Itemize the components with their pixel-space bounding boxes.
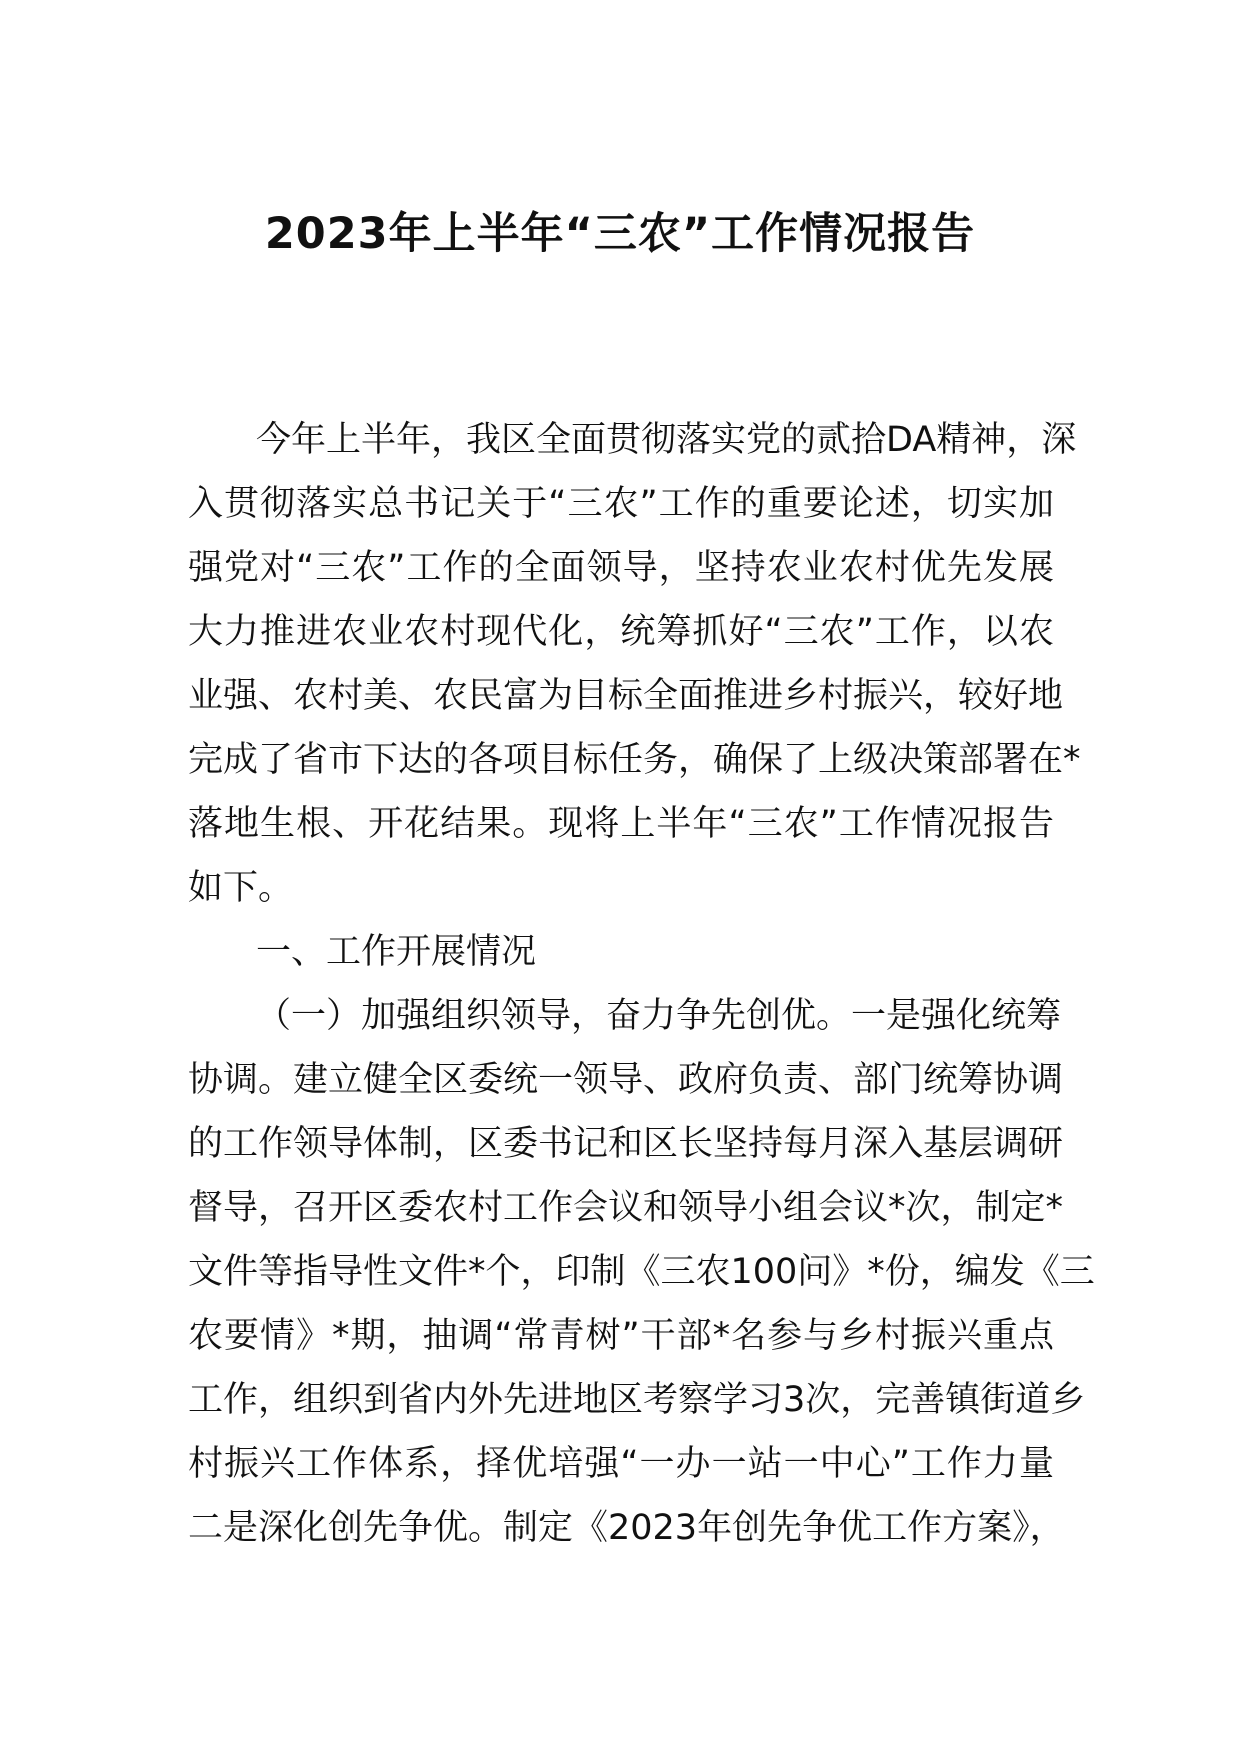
body-line: 落地生根、开花结果。现将上半年“三农”工作情况报告: [188, 804, 1054, 844]
section-heading: 一、工作开展情况: [256, 932, 537, 972]
body-line: 的工作领导体制，区委书记和区长坚持每月深入基层调研: [188, 1124, 1064, 1164]
body-line: 工作，组织到省内外先进地区考察学习3次，完善镇街道乡: [188, 1380, 1086, 1420]
body-line: 完成了省市下达的各项目标任务，确保了上级决策部署在*: [188, 740, 1081, 780]
body-line: 大力推进农业农村现代化，统筹抓好“三农”工作，以农: [188, 612, 1054, 652]
body-line: 如下。: [188, 868, 294, 908]
body-line: 村振兴工作体系，择优培强“一办一站一中心”工作力量: [188, 1444, 1054, 1484]
body-line: （一）加强组织领导，奋力争先创优。一是强化统筹: [256, 996, 1062, 1036]
body-line: 二是深化创先争优。制定《2023年创先争优工作方案》，: [188, 1508, 1065, 1548]
body-line: 入贯彻落实总书记关于“三农”工作的重要论述，切实加: [188, 484, 1054, 524]
body-line: 强党对“三农”工作的全面领导，坚持农业农村优先发展: [188, 548, 1054, 588]
document-title: 2023年上半年“三农”工作情况报告: [264, 209, 976, 259]
body-line: 农要情》*期，抽调“常青树”干部*名参与乡村振兴重点: [188, 1316, 1054, 1356]
body-line: 文件等指导性文件*个，印制《三农100问》*份，编发《三: [188, 1252, 1095, 1292]
body-line: 业强、农村美、农民富为目标全面推进乡村振兴，较好地: [188, 676, 1064, 716]
body-line: 协调。建立健全区委统一领导、政府负责、部门统筹协调: [188, 1060, 1064, 1100]
body-line: 督导，召开区委农村工作会议和领导小组会议*次，制定*: [188, 1188, 1064, 1228]
body-line: 今年上半年，我区全面贯彻落实党的贰拾DA精神，深: [256, 420, 1077, 460]
